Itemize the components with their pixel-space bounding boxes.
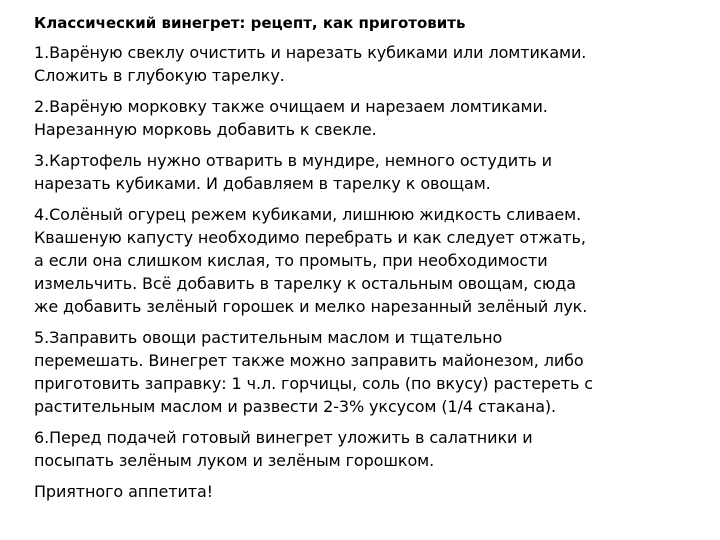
step-6-line: посыпать зелёным луком и зелёным горошком. xyxy=(34,451,435,470)
step-4-line: а если она слишком кислая, то промыть, при необходимости xyxy=(34,251,548,270)
step-3-paragraph xyxy=(34,149,694,195)
step-1-line: Сложить в глубокую тарелку. xyxy=(34,66,285,85)
step-4-line: измельчить. Всё добавить в тарелку к остальным овощам, сюда xyxy=(34,274,576,293)
step-5-line: растительным маслом и развести 2-3% уксусом (1/4 стакана). xyxy=(34,397,557,416)
step-1-paragraph xyxy=(34,41,694,87)
step-5-line: 5.Заправить овощи растительным маслом и тщательно xyxy=(34,328,503,347)
step-6-paragraph xyxy=(34,426,694,472)
recipe-title: Классический винегрет: рецепт, как приготовить xyxy=(34,14,466,32)
closing-paragraph xyxy=(34,480,694,503)
step-5-line: приготовить заправку: 1 ч.л. горчицы, соль (по вкусу) растереть с xyxy=(34,374,593,393)
step-5-paragraph xyxy=(34,326,694,418)
step-4-line: 4.Солёный огурец режем кубиками, лишнюю жидкость сливаем. xyxy=(34,205,582,224)
recipe-document xyxy=(34,12,694,511)
step-5-line: перемешать. Винегрет также можно заправить майонезом, либо xyxy=(34,351,584,370)
step-6-line: 6.Перед подачей готовый винегрет уложить в салатники и xyxy=(34,428,533,447)
step-4-line: же добавить зелёный горошек и мелко нарезанный зелёный лук. xyxy=(34,297,588,316)
step-3-line: нарезать кубиками. И добавляем в тарелку к овощам. xyxy=(34,174,491,193)
step-2-line: Нарезанную морковь добавить к свекле. xyxy=(34,120,377,139)
step-2-line: 2.Варёную морковку также очищаем и нарезаем ломтиками. xyxy=(34,97,548,116)
step-3-line: 3.Картофель нужно отварить в мундире, немного остудить и xyxy=(34,151,552,170)
step-4-line: Квашеную капусту необходимо перебрать и как следует отжать, xyxy=(34,228,586,247)
closing-line: Приятного аппетита! xyxy=(34,482,213,501)
step-2-paragraph xyxy=(34,95,694,141)
step-4-paragraph xyxy=(34,203,694,318)
step-1-line: 1.Варёную свеклу очистить и нарезать кубиками или ломтиками. xyxy=(34,43,587,62)
